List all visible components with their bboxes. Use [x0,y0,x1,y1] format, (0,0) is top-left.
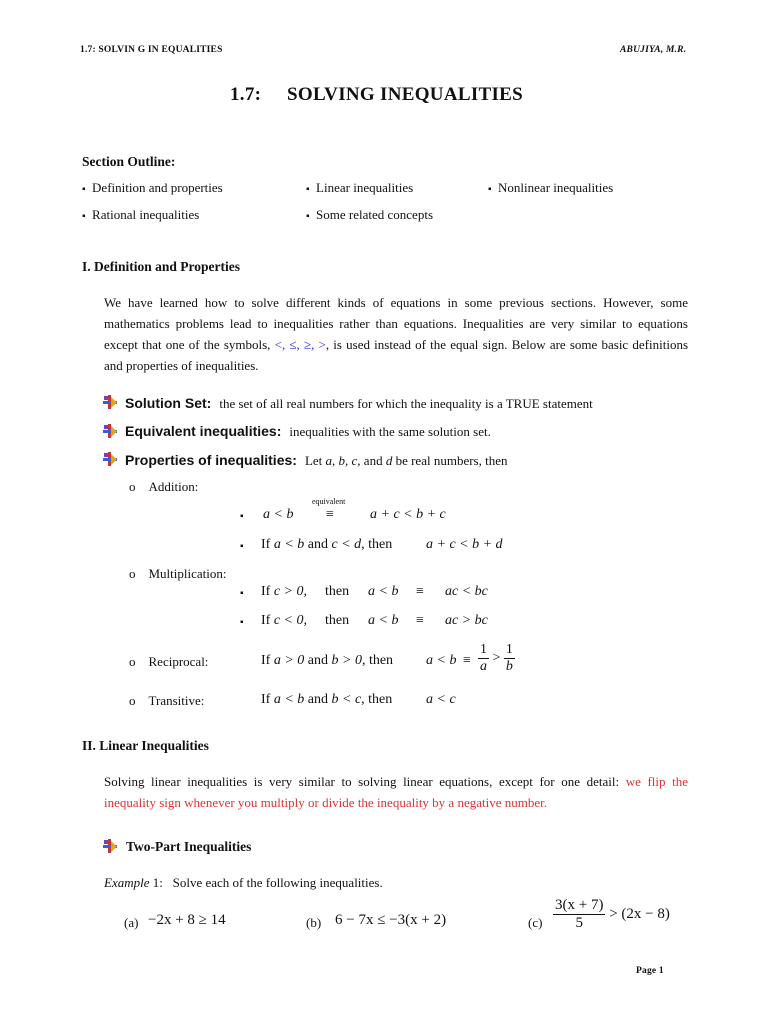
example-c-label: (c) [528,915,543,930]
equivalence-symbol: ≡ [463,653,471,668]
arrow-bullet-icon [102,451,118,472]
mult-rule-2-a: a < b [368,613,399,628]
arrow-bullet-icon [102,394,118,415]
mult-rule-2-then: then [325,613,350,628]
page-number: Page 1 [636,966,664,976]
mult-rule-1-then: then [325,584,350,599]
linear-paragraph: Solving linear inequalities is very similar to solving linear equations, except for one detail: we flip the inequality sign whenever you multiply or divide the inequality by a negative number. [104,774,689,810]
equivalence-symbol: ≡ [326,507,334,522]
addition-rule-1-right: a + c < b + c [370,507,446,522]
properties-intro: Properties of inequalities: Let a, b, c, and d be real numbers, then [125,452,508,468]
bullet-icon: ▪ [488,184,492,195]
running-header-left: 1.7: SOLVIN G IN EQUALITIES [80,45,223,55]
outline-item: ▪ Nonlinear inequalities [488,180,614,195]
outline-item: ▪ Rational inequalities [82,207,200,222]
mult-rule-1-cond: If c > 0, [261,584,307,599]
mult-rule-2-cond: If c < 0, [261,613,307,628]
intro-paragraph: We have learned how to solve different kinds of equations in some previous sections. However, some mathematics problems lead to inequalities rather than equations. Inequalities are very similar to equations except that one of the symbols, <, ≤, ≥, >, is used instead of the equal sign. Below are some basic definitions and properties of inequalities. [104,295,688,373]
equivalence-symbol: ≡ [416,613,424,628]
page-title: SOLVING INEQUALITIES [287,84,524,105]
section-outline-heading: Section Outline: [82,154,176,169]
inequality-symbols: <, ≤, ≥, > [274,337,326,352]
example-b-label: (b) [306,915,322,930]
bullet-icon: ▪ [240,617,244,628]
mult-rule-1-result: ac < bc [445,584,488,599]
reciprocal-result: $\frac{1}{a}$ > $\frac{1}{b}$ [480,642,513,674]
example-c-expression: $\frac{3(x + 7)}{5}$ > (2x − 8) [555,897,670,931]
running-header-author: ABUJIYA, M.R. [620,45,687,55]
bullet-icon: ▪ [240,541,244,552]
reciprocal-label: o Reciprocal: [129,654,209,669]
transitive-result: a < c [426,692,456,707]
arrow-bullet-icon [102,838,118,859]
equivalent-ineq-def: Equivalent inequalities: inequalities with the same solution set. [125,423,491,439]
mult-rule-1-a: a < b [368,584,399,599]
addition-rule-1-left: a < b [263,507,294,522]
bullet-icon: ▪ [306,211,310,222]
example-a-label: (a) [124,915,139,930]
bullet-icon: ▪ [306,184,310,195]
arrow-bullet-icon [102,423,118,444]
example-a-expression: −2x + 8 ≥ 14 [148,912,226,928]
outline-item: ▪ Some related concepts [306,207,434,222]
addition-rule-2-result: a + c < b + d [426,537,503,552]
two-part-heading: Two-Part Inequalities [126,839,252,854]
bullet-icon: ▪ [240,511,244,522]
multiplication-label: o Multiplication: [129,566,227,581]
bullet-icon: ▪ [82,211,86,222]
bullet-icon: ▪ [240,588,244,599]
reciprocal-cond: If a > 0 and b > 0, then [261,653,394,668]
solution-set-def: Solution Set: the set of all real numbers for which the inequality is a TRUE statement [125,395,593,411]
addition-rule-2: If a < b and c < d, then [261,537,393,552]
equivalence-symbol: ≡ [416,584,424,599]
addition-label: o Addition: [129,479,199,494]
outline-item: ▪ Definition and properties [82,180,223,195]
mult-rule-2-result: ac > bc [445,613,488,628]
bullet-icon: ▪ [82,184,86,195]
example-b-expression: 6 − 7x ≤ −3(x + 2) [335,912,447,928]
reciprocal-a: a < b [426,653,457,668]
transitive-label: o Transitive: [129,693,205,708]
transitive-cond: If a < b and b < c, then [261,692,393,707]
page-title-number: 1.7: [230,84,262,105]
section-heading-linear: II. Linear Inequalities [82,738,209,753]
equivalent-annotation: equivalent [312,497,346,506]
section-heading-definitions: I. Definition and Properties [82,259,240,274]
example-1-prompt: Example 1: Solve each of the following inequalities. [104,875,383,890]
flip-sign-note: we flip the inequality sign whenever you multiply or divide the inequality by a negative number. [104,774,689,810]
outline-item: ▪ Linear inequalities [306,180,414,195]
